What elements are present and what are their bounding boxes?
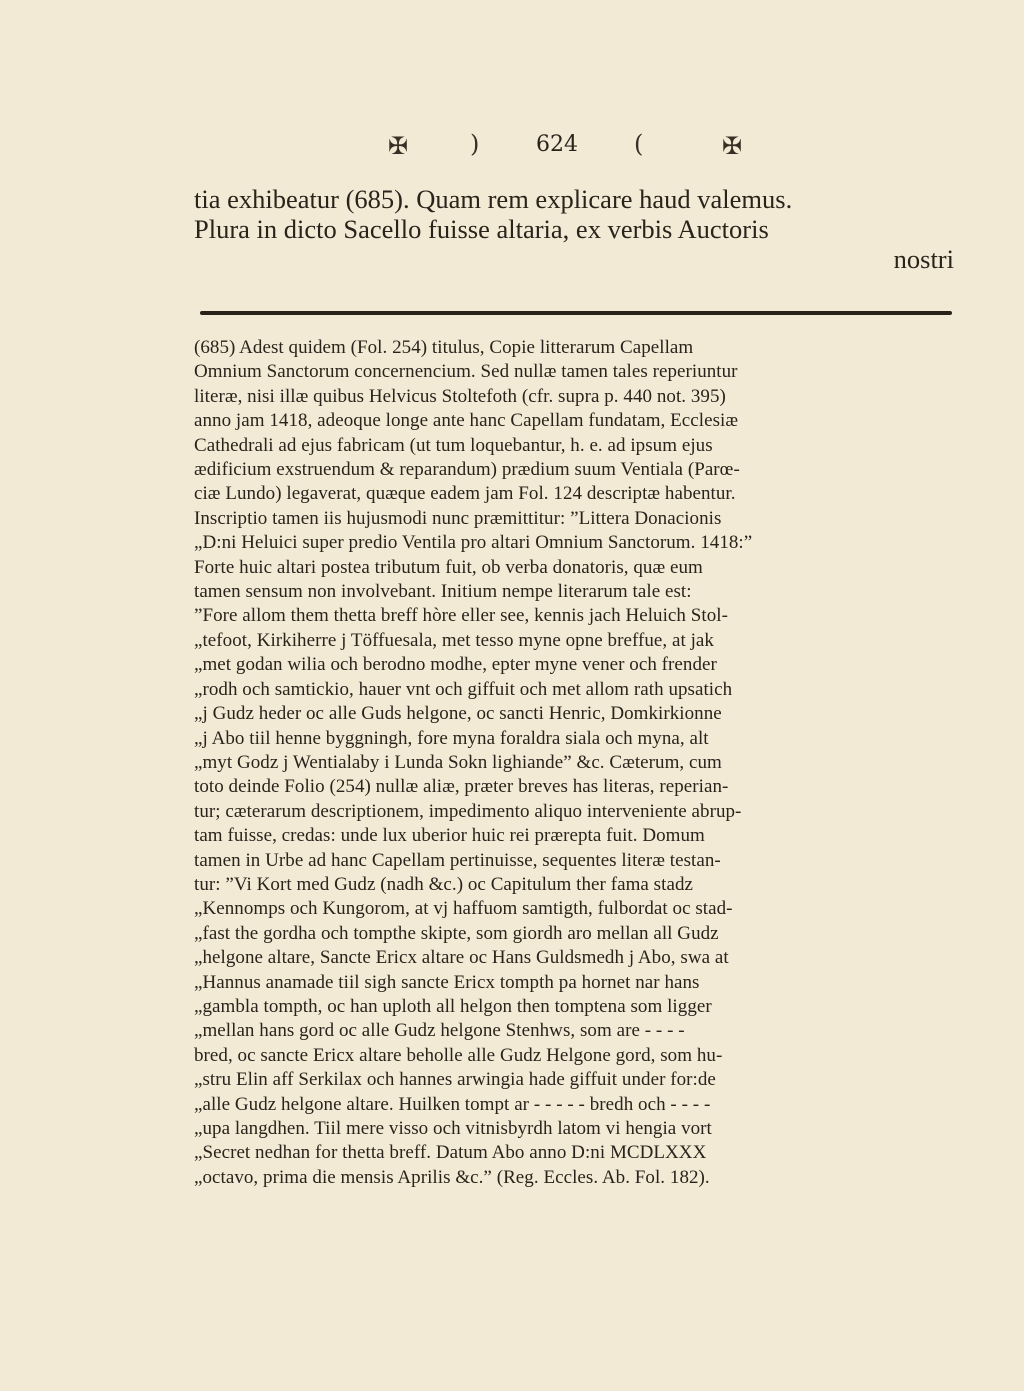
footnote-line: toto deinde Folio (254) nullæ aliæ, præter breves has literas, reperian- xyxy=(194,776,729,798)
footnote-line: „octavo, prima die mensis Aprilis &c.” (Reg. Eccles. Ab. Fol. 182). xyxy=(194,1166,710,1188)
footnote-line: „alle Gudz helgone altare. Huilken tompt ar - - - - - bredh och - - - - xyxy=(194,1093,711,1115)
main-line: Plura in dicto Sacello fuisse altaria, ex verbis Auctoris xyxy=(194,214,769,244)
footnote-line: ciæ Lundo) legaverat, quæque eadem jam Fol. 124 descriptæ habentur. xyxy=(194,483,736,505)
header-paren-left: ) xyxy=(470,130,480,158)
footnote-line: „Secret nedhan for thetta breff. Datum Abo anno D:ni MCDLXXX xyxy=(194,1142,707,1164)
footnote-line: „Kennomps och Kungorom, at vj haffuom samtigth, fulbordat oc stad- xyxy=(194,898,733,920)
footnote-line: „helgone altare, Sancte Ericx altare oc Hans Guldsmedh j Abo, swa at xyxy=(194,947,729,969)
footnote-line: Inscriptio tamen iis hujusmodi nunc præmittitur: ”Littera Donacionis xyxy=(194,507,722,529)
footnote-line: anno jam 1418, adeoque longe ante hanc Capellam fundatam, Ecclesiæ xyxy=(194,410,739,432)
catchword: nostri xyxy=(893,244,954,274)
footnote-line: „rodh och samtickio, hauer vnt och giffuit och met allom rath upsatich xyxy=(194,678,733,700)
footnote-line: tamen sensum non involvebant. Initium nempe literarum tale est: xyxy=(194,581,692,603)
footnote-line: „met godan wilia och berodno modhe, epter myne vener och frender xyxy=(194,654,717,676)
footnote-line: literæ, nisi illæ quibus Helvicus Stoltefoth (cfr. supra p. 440 not. 395) xyxy=(194,385,726,407)
footnote-line: tam fuisse, credas: unde lux uberior huic rei prærepta fuit. Domum xyxy=(194,825,705,847)
main-text xyxy=(194,184,954,274)
footnote-line: „myt Godz j Wentialaby i Lunda Sokn lighiande” &c. Cæterum, cum xyxy=(194,751,722,773)
footnote-divider xyxy=(200,311,952,315)
ornament-left-icon: ✠ xyxy=(388,132,409,160)
footnote-line: Omnium Sanctorum concernencium. Sed nullæ tamen tales reperiuntur xyxy=(194,361,738,383)
footnote-line: ædificium exstruendum & reparandum) prædium suum Ventiala (Parœ- xyxy=(194,459,740,481)
page-header xyxy=(0,128,1024,164)
footnote-line: bred, oc sancte Ericx altare beholle alle Gudz Helgone gord, som hu- xyxy=(194,1044,723,1066)
main-line: tia exhibeatur (685). Quam rem explicare haud valemus. xyxy=(194,184,793,214)
footnote-line: ”Fore allom them thetta breff hòre eller see, kennis jach Heluich Stol- xyxy=(194,605,728,627)
footnote-line: „j Gudz heder oc alle Guds helgone, oc sancti Henric, Domkirkionne xyxy=(194,703,722,725)
footnote-line: „tefoot, Kirkiherre j Töffuesala, met tesso myne opne breffue, at jak xyxy=(194,629,714,651)
footnote-line: tur: ”Vi Kort med Gudz (nadh &c.) oc Capitulum ther fama stadz xyxy=(194,873,693,895)
footnote-line: „D:ni Heluici super predio Ventila pro altari Omnium Sanctorum. 1418:” xyxy=(194,532,753,554)
footnote-line: „gambla tompth, oc han uploth all helgon then tomptena som ligger xyxy=(194,995,712,1017)
header-paren-right: ( xyxy=(634,130,644,158)
footnote-line: „stru Elin aff Serkilax och hannes arwingia hade giffuit under for:de xyxy=(194,1069,716,1091)
footnote-line: Forte huic altari postea tributum fuit, ob verba donatoris, quæ eum xyxy=(194,556,703,578)
footnote-line: „Hannus anamade tiil sigh sancte Ericx tompth pa hornet nar hans xyxy=(194,971,700,993)
footnote-block xyxy=(194,336,954,1190)
footnote-line: „fast the gordha och tompthe skipte, som giordh aro mellan all Gudz xyxy=(194,922,719,944)
footnote-line: tamen in Urbe ad hanc Capellam pertinuisse, sequentes literæ testan- xyxy=(194,849,721,871)
footnote-line: (685) Adest quidem (Fol. 254) titulus, Copie litterarum Capellam xyxy=(194,337,694,358)
footnote-line: „mellan hans gord oc alle Gudz helgone Stenhws, som are - - - - xyxy=(194,1020,685,1042)
ornament-right-icon: ✠ xyxy=(722,132,743,160)
footnote-line: „j Abo tiil henne byggningh, fore myna foraldra siala och myna, alt xyxy=(194,727,709,749)
footnote-line: Cathedrali ad ejus fabricam (ut tum loquebantur, h. e. ad ipsum ejus xyxy=(194,434,713,456)
footnote-line: „upa langdhen. Tiil mere visso och vitnisbyrdh latom vi hengia vort xyxy=(194,1118,712,1139)
footnote-line: tur; cæterarum descriptionem, impedimento aliquo interveniente abrup- xyxy=(194,800,742,822)
page-number: 624 xyxy=(536,132,578,157)
